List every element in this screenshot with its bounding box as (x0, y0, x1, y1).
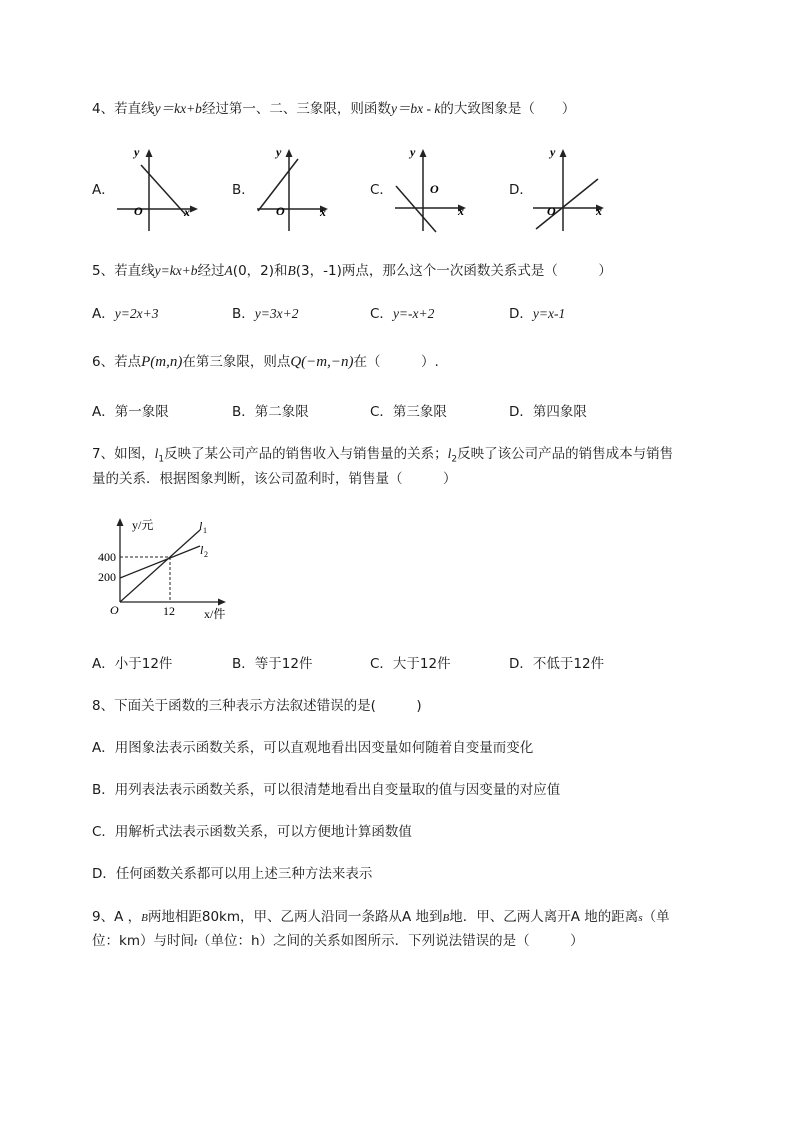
y-arrow (560, 149, 567, 157)
origin-label: O (134, 204, 143, 218)
q9-stem-line-2 (92, 931, 584, 952)
x-axis-label: x/件 (204, 607, 226, 621)
x-label: x (596, 204, 602, 218)
q6-option-d: D．第四象限 (509, 404, 587, 420)
q5-text-3: (0，2)和 (232, 263, 288, 279)
y-label: y (550, 145, 556, 159)
q9-stem-line-1 (92, 907, 670, 928)
q4-option-d-label: D． (509, 182, 533, 198)
q5-option-a (92, 304, 158, 324)
q5-option-b (232, 304, 298, 324)
q5-point-b: B (287, 263, 296, 278)
q9-text-2: 两地相距80km，甲、乙两人沿同一条路从A 地到 (147, 909, 443, 925)
q5-point-a: A (224, 263, 233, 278)
q9-var-t: t (193, 936, 198, 948)
q5-option-d (509, 304, 565, 324)
q4-option-c-label: C． (370, 182, 393, 198)
l2-subscript: 2 (204, 550, 208, 559)
q9-text-4: （单 (642, 909, 670, 925)
option-expr: y=3x+2 (254, 306, 299, 321)
q4-option-b-graph (252, 143, 342, 233)
y-arrow (146, 149, 153, 157)
q7-stem-line-2: 量的关系．根据图象判断，该公司盈利时，销售量（ ） (92, 471, 457, 487)
q4-stem (92, 99, 575, 119)
q6-stem (92, 352, 439, 372)
q8-stem: 8、下面关于函数的三种表示方法叙述错误的是( ) (92, 698, 422, 714)
q7-text-1: 7、如图， (92, 446, 155, 462)
q4-option-c-graph (390, 143, 480, 233)
q5-text-1: 5、若直线 (92, 263, 155, 279)
x-arrow (190, 206, 198, 213)
q5-text-4: (3，-1)两点，那么这个一次函数关系式是（ ） (295, 263, 612, 279)
q6-point-q: Q(−m,−n) (290, 354, 354, 370)
y-label: y (134, 145, 140, 159)
q7-option-a: A．小于12件 (92, 656, 173, 672)
x-label: x (458, 204, 464, 218)
x-label: x (320, 205, 326, 219)
q4-option-b-label: B． (232, 182, 255, 198)
line-l1 (120, 530, 200, 602)
q4-text-2: 经过第一、二、三象限，则函数 (201, 101, 391, 117)
option-expr: y=x-1 (532, 306, 566, 321)
option-label: B． (232, 306, 255, 322)
q6-option-a: A．第一象限 (92, 404, 169, 420)
q9-point-b: B (141, 912, 148, 924)
option-expr: y=2x+3 (114, 306, 159, 321)
q7-option-d: D．不低于12件 (509, 656, 605, 672)
q9-text-3: 地．甲、乙两人离开A 地的距离 (449, 909, 639, 925)
y-arrow (117, 518, 124, 526)
q6-text-1: 6、若点 (92, 354, 142, 370)
q9-text-6: （单位：h）之间的关系如图所示．下列说法错误的是（ ） (197, 933, 584, 949)
q8-option-a: A．用图象法表示函数关系，可以直观地看出因变量如何随着自变量而变化 (92, 740, 534, 756)
x-arrow (218, 599, 226, 606)
tick-12: 12 (163, 604, 175, 618)
q4-formula-1: y＝kx+b (154, 101, 202, 116)
q4-option-d-graph (528, 143, 618, 233)
option-expr: y=-x+2 (392, 306, 435, 321)
q6-point-p: P(m,n) (141, 354, 183, 370)
q8-option-d: D．任何函数关系都可以用上述三种方法来表示 (92, 866, 373, 882)
q4-text-3: 的大致图象是（ ） (440, 101, 576, 117)
graph-line (536, 179, 598, 229)
q6-text-2: 在第三象限，则点 (182, 354, 291, 370)
q7-stem-line-1 (92, 444, 673, 470)
option-label: A． (92, 306, 115, 322)
q4-formula-2: y＝bx - k (390, 101, 441, 116)
y-label: y (276, 145, 282, 159)
l1-subscript: 1 (203, 526, 207, 535)
tick-400: 400 (98, 550, 116, 564)
origin-label: O (276, 204, 285, 218)
q9-text-1: 9、A ， (92, 909, 142, 925)
q7-text-3: 反映了该公司产品的销售成本与销售 (457, 446, 674, 462)
q5-stem (92, 261, 612, 281)
origin-label: O (547, 204, 556, 218)
tick-200: 200 (98, 570, 116, 584)
l1-label: l (199, 519, 203, 533)
q5-option-c (370, 304, 434, 324)
line-l2 (120, 546, 200, 578)
q7-graph (94, 516, 244, 628)
q4-option-a-label: A． (92, 182, 115, 198)
q7-l2: l (447, 446, 452, 461)
y-label: y (410, 145, 416, 159)
q6-option-c: C．第三象限 (370, 404, 447, 420)
q8-option-b: B．用列表法表示函数关系，可以很清楚地看出自变量取的值与因变量的对应值 (92, 782, 561, 798)
q9-var-s: s (638, 912, 643, 924)
origin-label: O (430, 182, 439, 196)
option-label: D． (509, 306, 533, 322)
q6-option-b: B．第二象限 (232, 404, 309, 420)
q6-text-3: 在（ ）. (353, 354, 439, 370)
graph-line (141, 165, 186, 215)
y-axis-label: y/元 (132, 518, 154, 532)
q9-point-b-2: B (442, 912, 450, 924)
q8-option-c: C．用解析式法表示函数关系，可以方便地计算函数值 (92, 824, 412, 840)
y-arrow (420, 149, 427, 157)
q5-text-2: 经过 (197, 263, 225, 279)
q7-l1: l (154, 446, 159, 461)
l2-label: l (200, 543, 204, 557)
q7-option-c: C．大于12件 (370, 656, 451, 672)
q7-l2-sub: 2 (451, 454, 458, 465)
q7-l1-sub: 1 (158, 454, 165, 465)
q5-formula: y=kx+b (154, 263, 198, 278)
q4-text-1: 4、若直线 (92, 101, 155, 117)
q7-option-b: B．等于12件 (232, 656, 313, 672)
option-label: C． (370, 306, 393, 322)
q4-option-a-graph (112, 143, 202, 233)
q7-text-2: 反映了某公司产品的销售收入与销售量的关系； (164, 446, 448, 462)
x-label: x (184, 205, 190, 219)
origin-label: O (110, 603, 119, 617)
q9-text-5: 位：km）与时间 (92, 933, 194, 949)
y-arrow (286, 149, 293, 157)
